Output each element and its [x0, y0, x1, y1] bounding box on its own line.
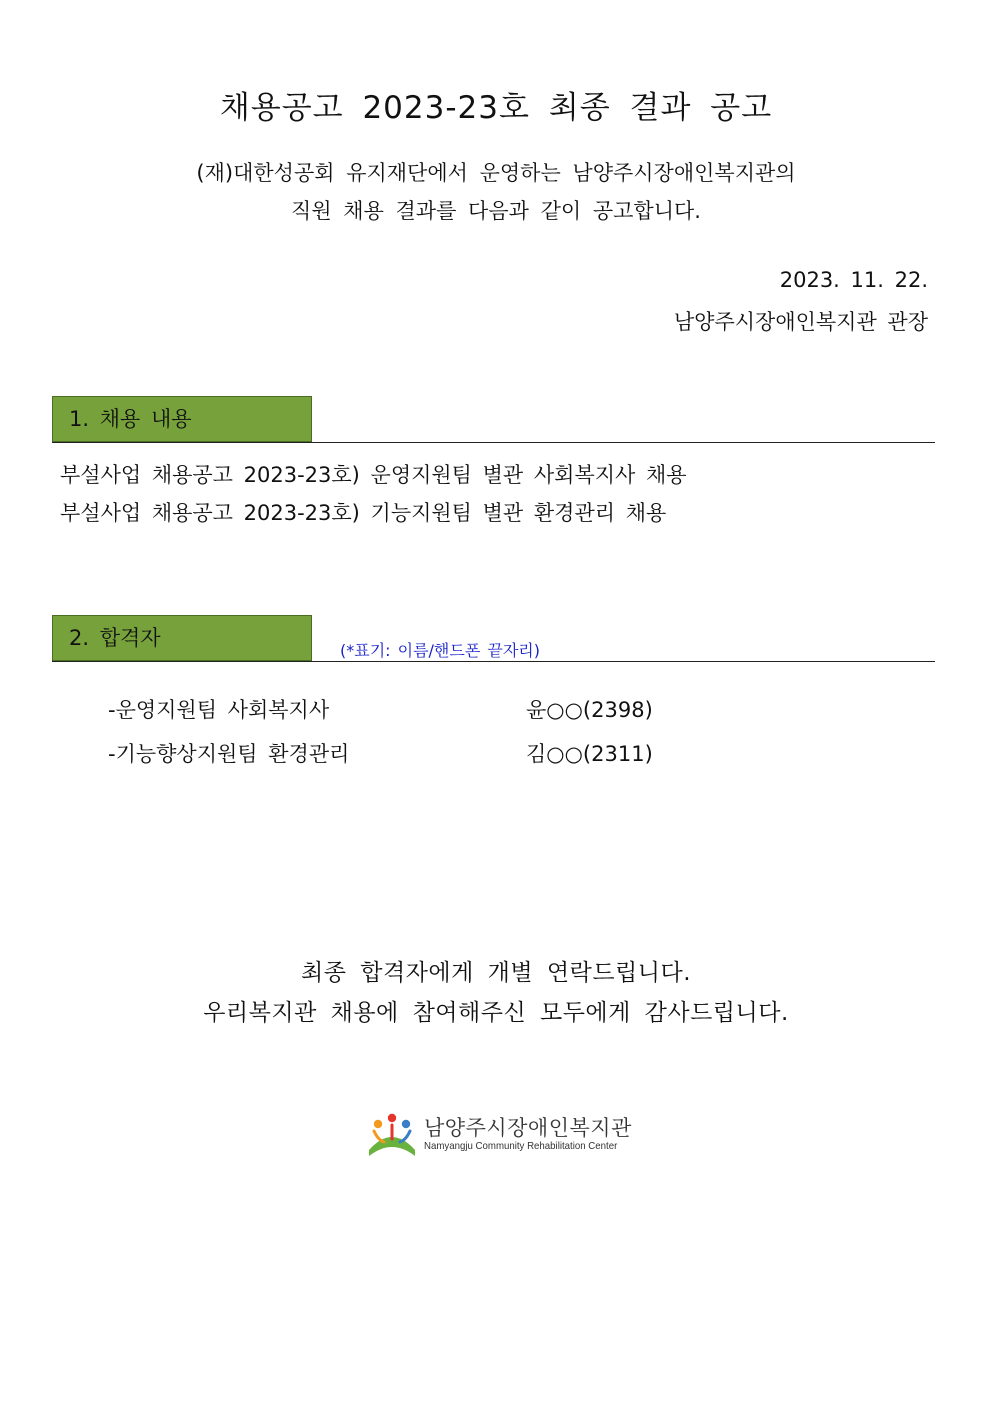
result-row — [108, 738, 808, 768]
closing-line-1: 최종 합격자에게 개별 연락드립니다. — [300, 960, 691, 986]
logo-name: 남양주시장애인복지관 — [424, 1116, 632, 1140]
logo-subtitle: Namyangju Community Rehabilitation Center — [424, 1140, 618, 1152]
section-divider-2 — [52, 661, 935, 662]
result-row — [108, 694, 808, 724]
recruitment-line-2: 부설사업 채용공고 2023-23호) 기능지원팀 별관 환경관리 채용 — [60, 501, 667, 525]
section-heading-recruitment: 1. 채용 내용 — [52, 396, 312, 442]
section-heading-successful-applicants: 2. 합격자 — [52, 615, 312, 661]
page-title: 채용공고 2023-23호 최종 결과 공고 — [219, 90, 773, 126]
intro-line-1: (재)대한성공회 유지재단에서 운영하는 남양주시장애인복지관의 — [196, 161, 796, 185]
people-arch-logo-icon — [366, 1110, 418, 1158]
center-logo — [366, 1110, 636, 1162]
result-role: -기능향상지원팀 환경관리 — [108, 742, 350, 766]
closing-line-2: 우리복지관 채용에 참여해주신 모두에게 감사드립니다. — [203, 1000, 789, 1026]
result-person: 김○○(2311) — [526, 742, 653, 766]
notation-note: (*표기: 이름/핸드폰 끝자리) — [340, 641, 540, 660]
intro-line-2: 직원 채용 결과를 다음과 같이 공고합니다. — [291, 199, 701, 223]
result-role: -운영지원팀 사회복지사 — [108, 698, 330, 722]
announcement-date: 2023. 11. 22. — [779, 268, 928, 292]
recruitment-line-1: 부설사업 채용공고 2023-23호) 운영지원팀 별관 사회복지사 채용 — [60, 463, 687, 487]
result-person: 윤○○(2398) — [526, 698, 653, 722]
issuer-name: 남양주시장애인복지관 관장 — [673, 310, 928, 334]
section-divider-1 — [52, 442, 935, 443]
